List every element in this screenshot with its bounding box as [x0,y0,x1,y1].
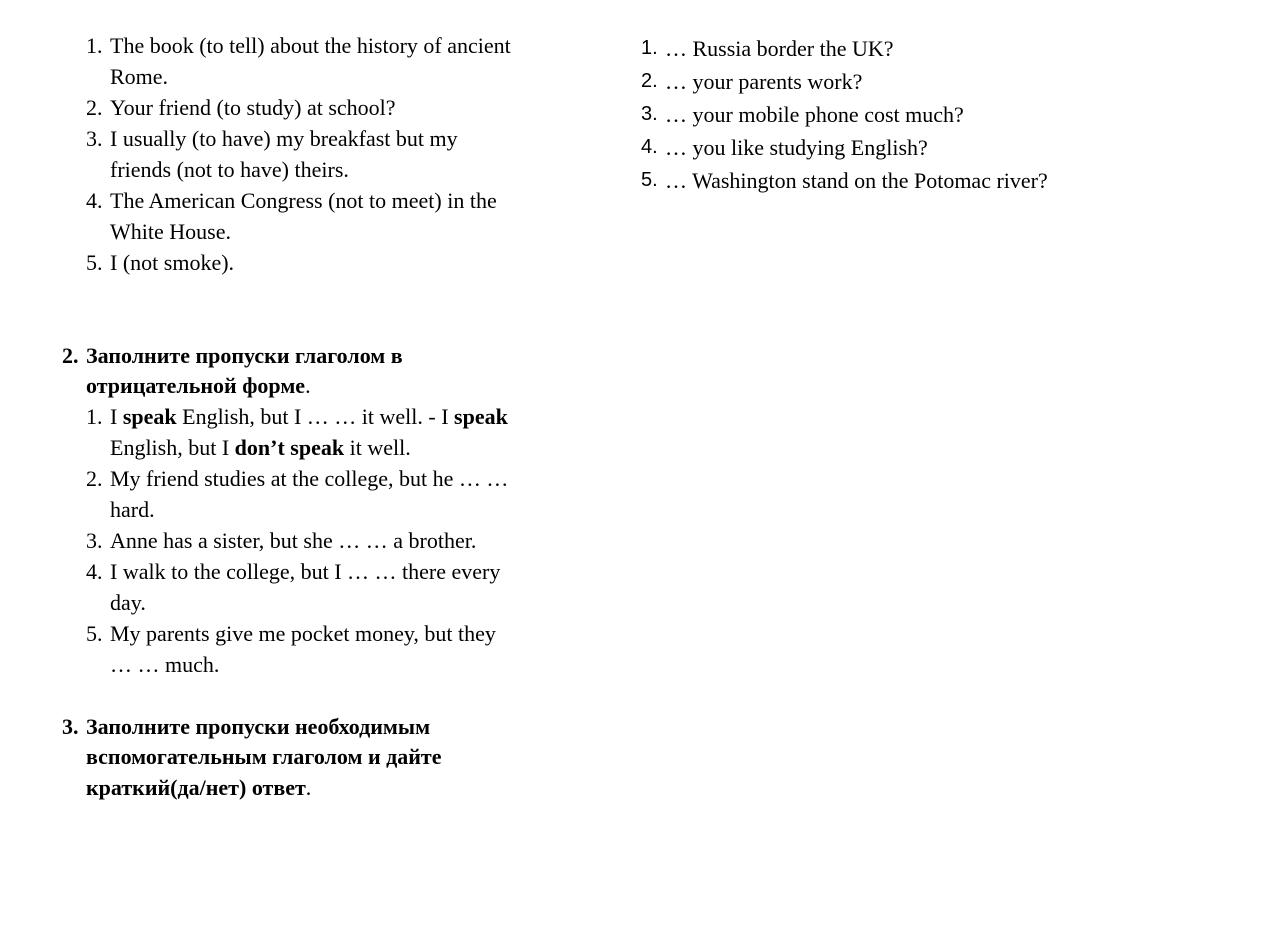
item-text: Rome. [110,64,169,89]
item-number: 3. [641,103,658,125]
exercise-title-end: . [305,373,311,398]
item-number: 1. [86,33,103,58]
text-run-bold: don’t speak [234,435,345,460]
item-number: 5. [86,250,103,275]
item-number: 4. [86,188,103,213]
item-number: 4. [641,136,658,158]
text-run-bold: speak [454,404,508,429]
item-number: 2. [86,466,103,491]
item-text: My parents give me pocket money, but they [110,621,496,646]
item-number: 4. [86,559,103,584]
text-run: English, but I … … it well. - I [176,404,455,429]
item-text: My friend studies at the college, but he … … [110,466,509,491]
item-text: … your mobile phone cost much? [665,102,964,127]
item-number: 3. [86,528,103,553]
item-number: 5. [86,621,103,646]
item-number: 5. [641,169,658,191]
item-text: day. [110,590,146,615]
item-text: … Russia border the UK? [665,36,894,61]
item-text: I walk to the college, but I … … there every [110,559,501,584]
item-text: friends (not to have) theirs. [110,157,349,182]
exercise-title [86,370,311,401]
exercise-number: 2. [62,343,79,368]
item-text: The book (to tell) about the history of ancient [110,33,511,58]
item-text: … you like studying English? [665,135,928,160]
item-text: Anne has a sister, but she … … a brother. [110,528,477,553]
text-run: I [110,404,123,429]
item-text: … your parents work? [665,69,863,94]
item-number: 1. [641,37,658,59]
exercise-title: Заполните пропуски глаголом в [86,343,403,368]
item-text: The American Congress (not to meet) in the [110,188,497,213]
item-text: White House. [110,219,231,244]
item-number: 2. [86,95,103,120]
item-text [110,432,411,463]
item-number: 2. [641,70,658,92]
exercise-title-bold: отрицательной форме [86,373,306,398]
item-number: 1. [86,404,103,429]
item-text [110,401,508,432]
exercise-title-end: . [305,775,312,800]
item-text: … Washington stand on the Potomac river? [665,168,1048,193]
item-text: Your friend (to study) at school? [110,95,396,120]
text-run: it well. [344,435,411,460]
item-text: I (not smoke). [110,250,235,275]
exercise-title: Заполните пропуски необходимым [86,714,431,739]
exercise-number: 3. [62,714,79,739]
exercise-title [86,772,311,803]
exercise-title-bold: краткий(да/нет) ответ [86,775,306,800]
text-run: English, but I [110,435,235,460]
item-number: 3. [86,126,103,151]
text-run-bold: speak [122,404,177,429]
item-text: I usually (to have) my breakfast but my [110,126,458,151]
item-text: hard. [110,497,155,522]
item-text: … … much. [110,652,220,677]
exercise-title: вспомогательным глаголом и дайте [86,744,442,769]
